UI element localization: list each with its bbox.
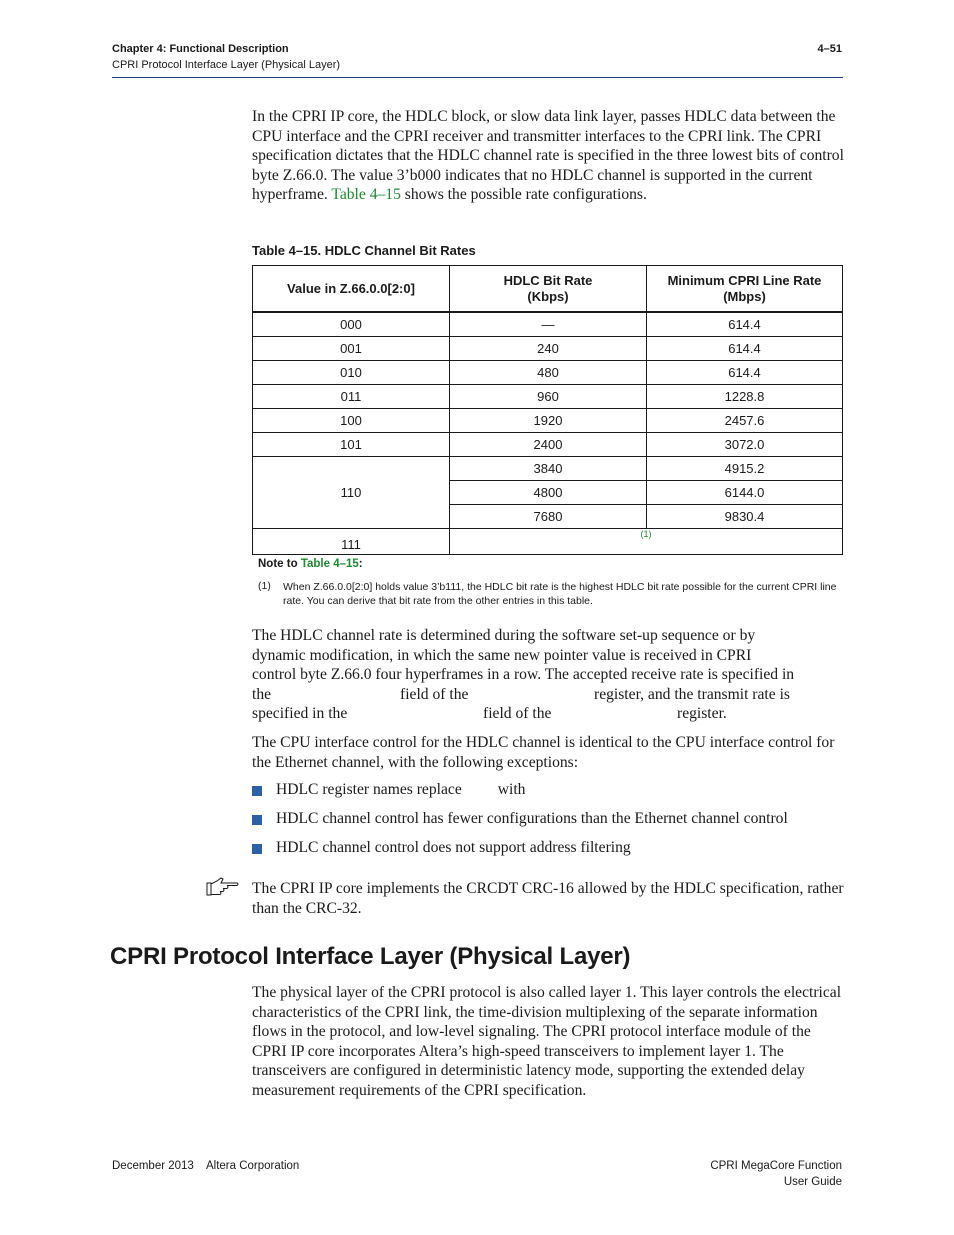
cell-line-rate: 1228.8 <box>647 385 843 409</box>
cell-line-rate: 4915.2 <box>647 457 843 481</box>
column-header-value: Value in Z.66.0.0[2:0] <box>253 266 450 313</box>
table-row <box>253 433 843 457</box>
cell-bit-rate: 4800 <box>450 481 647 505</box>
bullet-item: HDLC channel control has fewer configurations than the Ethernet channel control <box>276 810 788 827</box>
bullet-item: HDLC register names replace with <box>276 781 526 798</box>
cell-value: 011 <box>253 385 450 409</box>
intro-paragraph <box>252 107 844 205</box>
bullet-marker <box>252 786 262 796</box>
footer-document-type: User Guide <box>783 1176 842 1188</box>
table-note-number: (1) <box>258 580 271 592</box>
cell-bit-rate: 7680 <box>450 505 647 529</box>
bullet-marker <box>252 844 262 854</box>
cell-value: 010 <box>253 361 450 385</box>
table-row <box>253 385 843 409</box>
cell-line-rate: 6144.0 <box>647 481 843 505</box>
table-caption: Table 4–15. HDLC Channel Bit Rates <box>252 243 476 258</box>
cell-value: 101 <box>253 433 450 457</box>
intro-text-end: shows the possible rate configurations. <box>404 186 647 204</box>
table-row <box>253 457 843 481</box>
table-note-text: When Z.66.0.0[2:0] holds value 3’b111, the HDLC bit rate is the highest HDLC bit rate possible for the current CPRI line rate. You can derive that bit rate from the other entries in this table. <box>283 581 837 607</box>
cell-line-rate: 614.4 <box>647 337 843 361</box>
bullet-marker <box>252 815 262 825</box>
intro-text: In the CPRI IP core, the HDLC block, or slow data link layer, passes HDLC data between the CPU interface and the CPRI receiver and transmitter interfaces to the CPRI link. The CPRI specification dictates that the HDLC channel rate is specified in the three lowest bits of control byte Z.66.0. The value 3’b000 indicates that no HDLC channel is supported in the current hyperframe. <box>252 108 844 204</box>
cell-value: 000 <box>253 312 450 337</box>
cpu-interface-paragraph: The CPU interface control for the HDLC channel is identical to the CPU interface control for the Ethernet channel, with the following exceptions: <box>252 734 835 771</box>
cell-bit-rate: 2400 <box>450 433 647 457</box>
crc-note: The CPRI IP core implements the CRCDT CRC-16 allowed by the HDLC specification, rather than the CRC-32. <box>252 880 844 917</box>
pointing-hand-icon <box>205 877 241 897</box>
cell-bit-rate: — <box>450 312 647 337</box>
header-rule <box>112 77 843 78</box>
column-header-line-rate: Minimum CPRI Line Rate (Mbps) <box>647 266 843 313</box>
bullet-item: HDLC channel control does not support address filtering <box>276 839 631 856</box>
cell-line-rate: 614.4 <box>647 312 843 337</box>
header-section: CPRI Protocol Interface Layer (Physical Layer) <box>112 59 341 71</box>
cell-bit-rate: 1920 <box>450 409 647 433</box>
header-chapter: Chapter 4: Functional Description <box>112 43 289 55</box>
table-note-link[interactable]: Table 4–15 <box>300 558 359 570</box>
footer-document-title: CPRI MegaCore Function <box>710 1160 842 1172</box>
physical-layer-paragraph: The physical layer of the CPRI protocol is also called layer 1. This layer controls the electrical characteristics of the CPRI link, the time-division multiplexing of the separate information flows in the protocol, and low-level signaling. The CPRI protocol interface module of the CPRI IP core incorporates Altera’s high-speed transceivers to implement layer 1. The transceivers are configured in deterministic latency mode, supporting the extended delay measurement requirements of the CPRI specification. <box>252 984 842 1099</box>
cell-value: 001 <box>253 337 450 361</box>
table-row <box>253 361 843 385</box>
table-note-title: Note to Table 4–15: <box>258 558 363 570</box>
cell-line-rate: 614.4 <box>647 361 843 385</box>
table-row <box>253 312 843 337</box>
cell-bit-rate: 3840 <box>450 457 647 481</box>
cell-bit-rate: 240 <box>450 337 647 361</box>
table-row <box>253 409 843 433</box>
hdlc-rate-table <box>252 265 843 555</box>
cell-bit-rate: 960 <box>450 385 647 409</box>
cell-value-110: 110 <box>253 457 450 529</box>
cell-line-rate: 2457.6 <box>647 409 843 433</box>
column-header-bit-rate: HDLC Bit Rate (Kbps) <box>450 266 647 313</box>
table-row <box>253 529 843 555</box>
note-reference-link[interactable]: (1) <box>640 529 652 539</box>
table-link[interactable]: Table 4–15 <box>331 186 401 204</box>
cell-line-rate: 9830.4 <box>647 505 843 529</box>
table-row <box>253 337 843 361</box>
page-number: 4–51 <box>817 43 842 55</box>
cell-value: 111 <box>253 529 450 555</box>
rate-paragraph: The HDLC channel rate is determined during the software set-up sequence or by dynamic modification, in which the same new pointer value is received in CPRI control byte Z.66.0 four hyperframes in a row. The accepted receive rate is specified in the field of the register, and the transmit rate is specified in the field of the register. <box>252 627 795 723</box>
cell-bit-rate: 480 <box>450 361 647 385</box>
table-header-row <box>253 266 843 313</box>
footer-date-company: December 2013 Altera Corporation <box>112 1160 300 1172</box>
cell-note-reference <box>450 529 843 555</box>
cell-value: 100 <box>253 409 450 433</box>
cell-line-rate: 3072.0 <box>647 433 843 457</box>
section-title: CPRI Protocol Interface Layer (Physical Layer) <box>110 943 631 970</box>
